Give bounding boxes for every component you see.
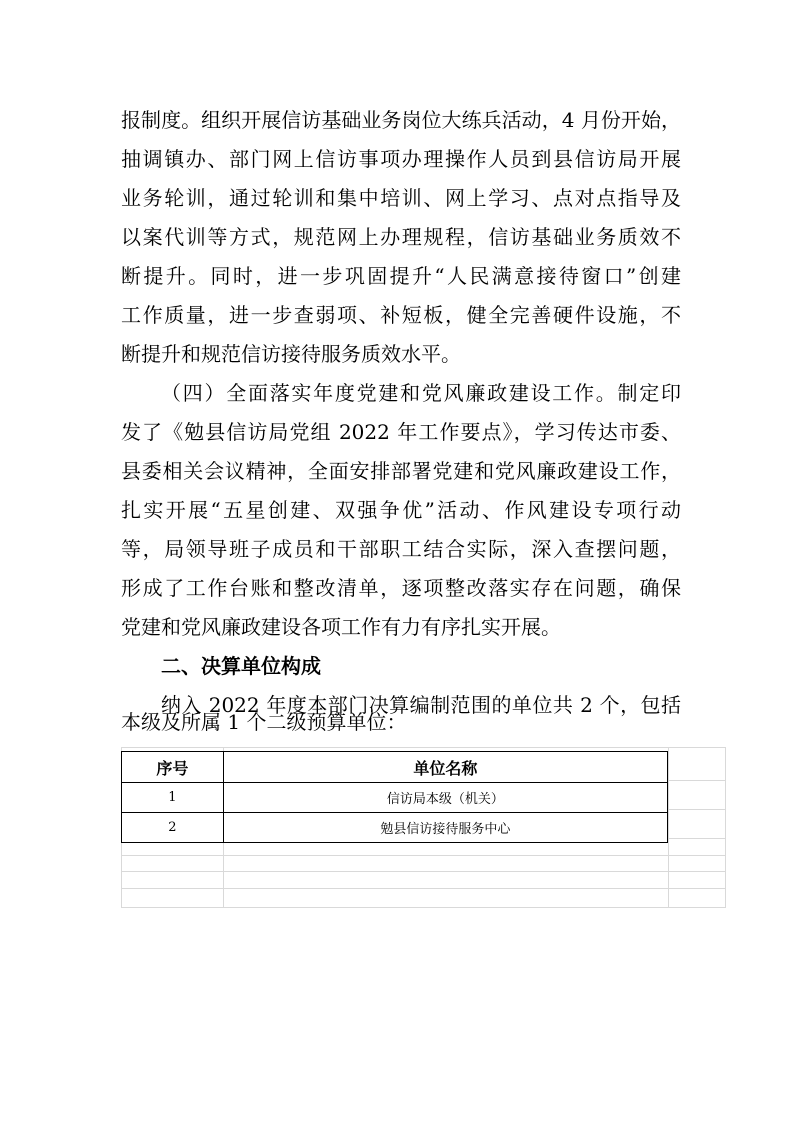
section-heading: 二、决算单位构成	[161, 654, 321, 678]
section4-line-4: 扎实开展“五星创建、双强争优”活动、作风建设专项行动	[121, 498, 681, 522]
body-line-3: 业务轮训，通过轮训和集中培训、网上学习、点对点指导及	[121, 186, 681, 210]
section4-line-6: 形成了工作台账和整改清单，逐项整改落实存在问题，确保	[121, 576, 681, 600]
header-unit-name: 单位名称	[223, 752, 667, 783]
row-unit-name: 勉县信访接待服务中心	[223, 813, 667, 843]
section4-line-5: 等，局领导班子成员和干部职工结合实际，深入查摆问题，	[121, 537, 681, 561]
table-header-row	[122, 752, 668, 783]
body-line-4: 以案代训等方式，规范网上办理规程，信访基础业务质效不	[121, 225, 681, 249]
table-row	[122, 813, 668, 843]
section4-line-2: 发了《勉县信访局党组 2022 年工作要点》，学习传达市委、	[121, 420, 681, 444]
body-line-2: 抽调镇办、部门网上信访事项办理操作人员到县信访局开展	[121, 147, 681, 171]
body-line-6: 工作质量，进一步查弱项、补短板，健全完善硬件设施，不	[121, 303, 681, 327]
body-line-1: 报制度。组织开展信访基础业务岗位大练兵活动，4 月份开始，	[121, 108, 681, 132]
row-index: 1	[122, 783, 224, 813]
section4-line-3: 县委相关会议精神，全面安排部署党建和党风廉政建设工作，	[121, 459, 681, 483]
intro-line-2: 本级及所属 1 个二级预算单位：	[121, 710, 407, 734]
row-unit-name: 信访局本级（机关）	[223, 783, 667, 813]
section4-line-7: 党建和党风廉政建设各项工作有力有序扎实开展。	[121, 615, 561, 639]
intro-line-1: 纳入 2022 年度本部门决算编制范围的单位共 2 个，包括	[161, 693, 681, 717]
table-row	[122, 783, 668, 813]
header-index: 序号	[122, 752, 224, 783]
body-line-5: 断提升。同时，进一步巩固提升“人民满意接待窗口”创建	[121, 264, 681, 288]
row-index: 2	[122, 813, 224, 843]
body-line-7: 断提升和规范信访接待服务质效水平。	[121, 342, 461, 366]
section4-line-1: （四）全面落实年度党建和党风廉政建设工作。制定印	[161, 381, 681, 405]
units-table	[121, 751, 668, 843]
